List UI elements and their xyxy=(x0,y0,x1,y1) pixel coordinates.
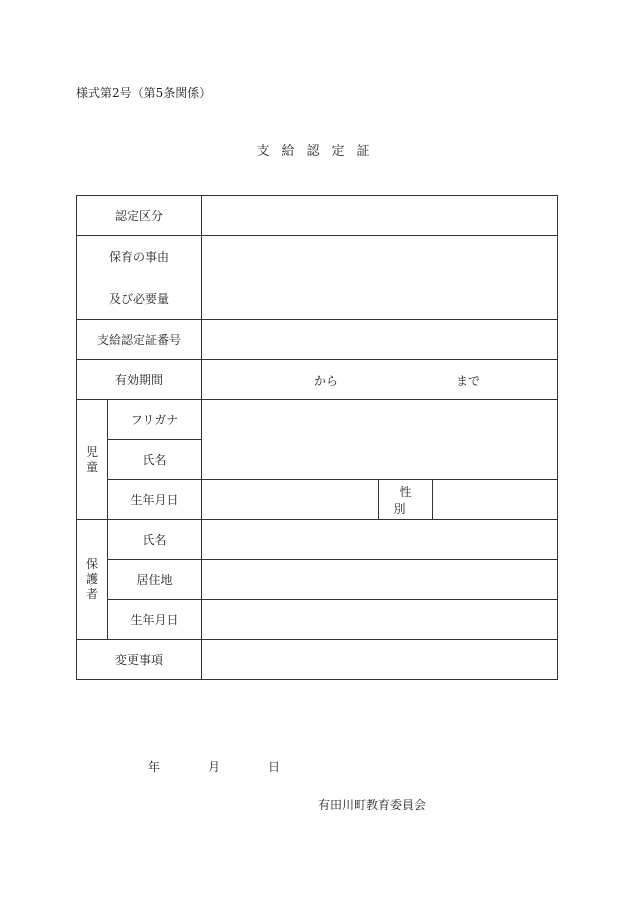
label-guardian-birthdate: 生年月日 xyxy=(108,600,202,640)
row-validity-period xyxy=(77,360,558,400)
field-reason[interactable] xyxy=(202,236,558,320)
field-certification-category[interactable] xyxy=(202,196,558,236)
label-reason-line2: 及び必要量 xyxy=(109,291,170,306)
label-certificate-number: 支給認定証番号 xyxy=(77,320,202,360)
label-gender-text: 性別 xyxy=(393,484,424,516)
row-residence xyxy=(77,560,558,600)
label-certification-category: 認定区分 xyxy=(77,196,202,236)
certificate-form-table xyxy=(76,195,558,680)
guardian-char-3: 者 xyxy=(85,587,98,601)
row-child-birthdate xyxy=(77,480,558,520)
label-gender xyxy=(379,480,433,520)
row-reason xyxy=(77,236,558,320)
label-child-group xyxy=(77,400,108,520)
guardian-char-1: 保 xyxy=(85,557,98,571)
label-child-name: 氏名 xyxy=(108,440,202,480)
label-reason xyxy=(77,236,202,320)
field-child-birthdate[interactable] xyxy=(202,480,379,520)
guardian-char-2: 護 xyxy=(85,572,98,586)
row-changes xyxy=(77,640,558,680)
date-year: 年 xyxy=(148,760,161,774)
label-guardian-group xyxy=(77,520,108,640)
row-certification-category xyxy=(77,196,558,236)
document-title: 支給認定証 xyxy=(256,144,382,159)
date-month: 月 xyxy=(208,760,221,774)
label-guardian-name: 氏名 xyxy=(108,520,202,560)
label-reason-line1: 保育の事由 xyxy=(109,250,170,265)
field-validity-period[interactable] xyxy=(202,360,558,400)
row-guardian-birthdate xyxy=(77,600,558,640)
field-certificate-number[interactable] xyxy=(202,320,558,360)
label-furigana: フリガナ xyxy=(108,400,202,440)
field-residence[interactable] xyxy=(202,560,558,600)
field-changes[interactable] xyxy=(202,640,558,680)
field-guardian-birthdate[interactable] xyxy=(202,600,558,640)
until-label: まで xyxy=(456,374,481,388)
issuer-name: 有田川町教育委員会 xyxy=(318,798,427,812)
child-char-2: 童 xyxy=(85,459,98,474)
label-child-birthdate: 生年月日 xyxy=(108,480,202,520)
from-label: から xyxy=(314,374,339,388)
row-guardian-name xyxy=(77,520,558,560)
form-number: 様式第2号（第5条関係） xyxy=(76,86,212,100)
field-guardian-name[interactable] xyxy=(202,520,558,560)
row-furigana xyxy=(77,400,558,440)
field-child-name[interactable] xyxy=(202,400,558,480)
row-certificate-number xyxy=(77,320,558,360)
date-day: 日 xyxy=(268,760,281,774)
label-changes: 変更事項 xyxy=(77,640,202,680)
label-residence: 居住地 xyxy=(108,560,202,600)
label-validity-period: 有効期間 xyxy=(77,360,202,400)
child-char-1: 児 xyxy=(85,444,98,459)
field-gender[interactable] xyxy=(433,480,558,520)
